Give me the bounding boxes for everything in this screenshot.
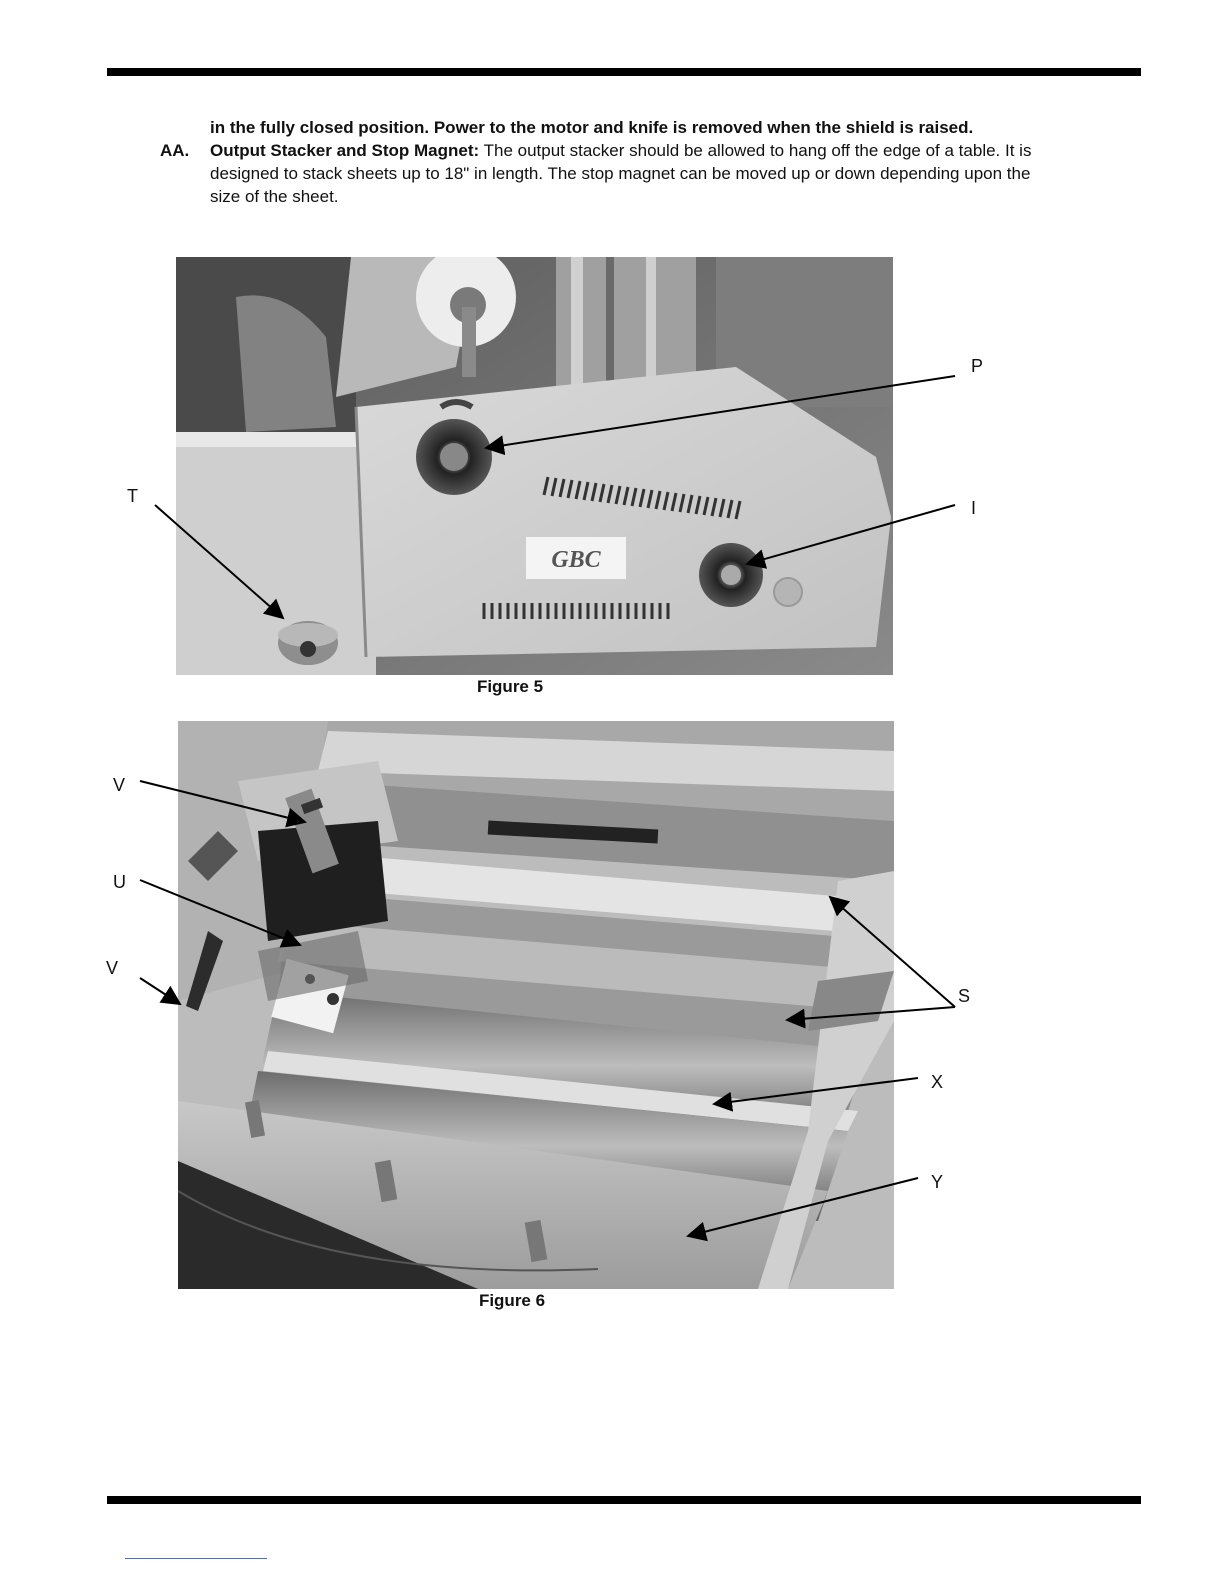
- figure-5-caption: Figure 5: [476, 677, 544, 696]
- body-text: [160, 116, 1060, 208]
- footer-rule: [107, 1496, 1141, 1504]
- callout-label-s: S: [958, 986, 971, 1006]
- callout-label-x: X: [931, 1072, 944, 1092]
- callout-label-i: I: [971, 498, 977, 518]
- callout-label-p: P: [971, 356, 984, 376]
- continuation-paragraph: in the fully closed position. Power to the motor and knife is removed when the shield is raised.: [210, 118, 974, 137]
- list-item-body: [210, 139, 1060, 208]
- leader-v-bottom: [140, 978, 180, 1004]
- callout-label-y: Y: [931, 1172, 944, 1192]
- item-heading: Output Stacker and Stop Magnet:: [210, 141, 480, 160]
- callout-label-t: T: [127, 486, 138, 506]
- callout-label-v-top: V: [113, 775, 126, 795]
- gbc-logo: GBC: [551, 547, 601, 573]
- figure-6-photo: [178, 721, 894, 1289]
- item-description: The output stacker should be allowed to hang off the edge of a table. It is designed to stack sheets up to 18" in length. The stop magnet can be moved up or down depending upon the size of the sheet.: [210, 141, 1032, 206]
- callout-label-u: U: [113, 872, 126, 892]
- callout-label-v-bottom: V: [106, 958, 119, 978]
- list-marker: AA.: [160, 141, 190, 160]
- footer-link-underline[interactable]: [125, 1558, 267, 1559]
- header-rule: [107, 68, 1141, 76]
- figure-5-photo: [176, 257, 893, 675]
- figure-6-caption: Figure 6: [478, 1291, 546, 1310]
- list-item-aa: [160, 139, 1060, 208]
